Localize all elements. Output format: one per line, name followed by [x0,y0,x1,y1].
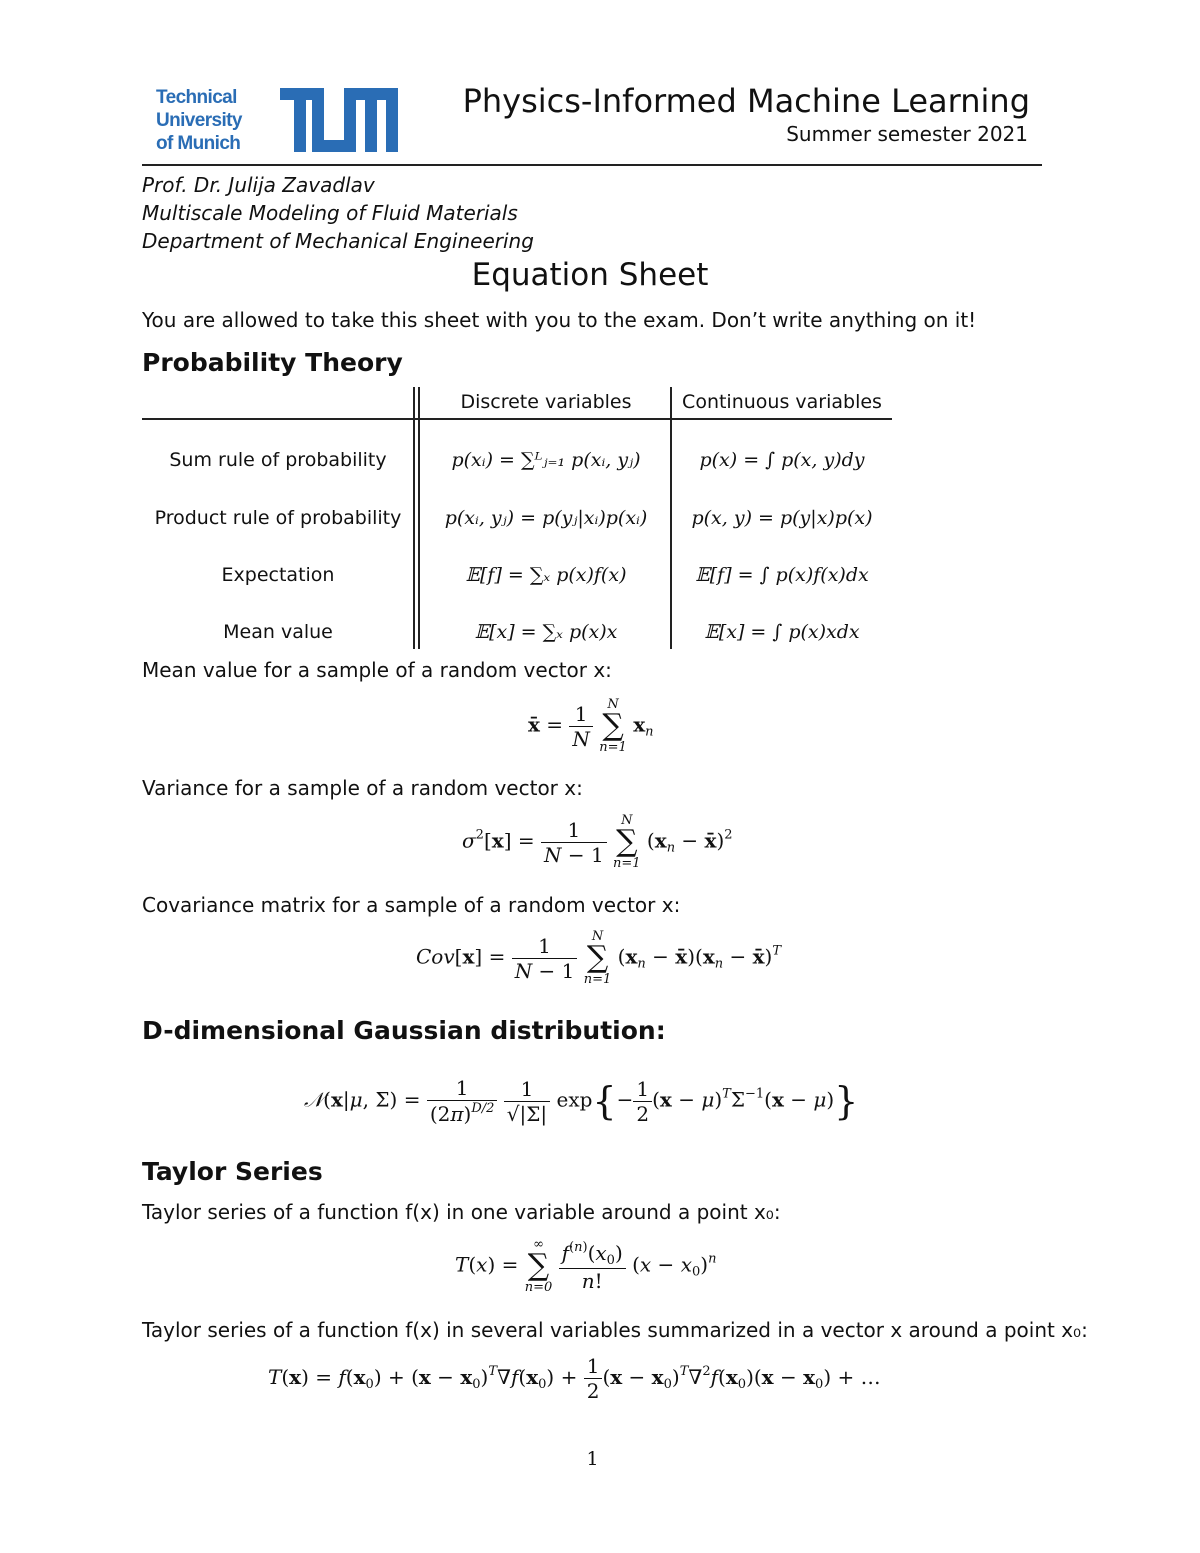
mean-description: Mean value for a sample of a random vector x: [142,658,612,682]
formula-cell: p(xᵢ, yⱼ) = p(yⱼ|xᵢ)p(xᵢ) [444,507,648,529]
section-heading-taylor: Taylor Series [142,1157,323,1186]
professor-name: Prof. Dr. Julija Zavadlav [142,173,375,197]
professor-info [142,171,534,255]
gaussian-equation: 𝒩(x|μ, Σ) = $\frac{1}{(2\pi)^{D/2}}$ $\frac{1}{√|\Sigma|}$ exp{− $\frac{1}{2}$ $(x - \mu)^T\Sigma^{-1}(x - \mu)$} [304,1076,859,1126]
formula-cell: 𝔼[x] = ∑ₓ p(x)x [474,621,618,643]
page-number: 1 [586,1448,599,1470]
formula-cell: p(x) = ∫ p(x, y)dy [699,449,865,471]
tum-logo-icon [280,88,398,152]
formula-cell: 𝔼[f] = ∑ₓ p(x)f(x) [465,564,627,586]
sheet-title: Equation Sheet [471,257,709,293]
mean-equation: x̄ = $\frac{1}{N}$ N ∑ n=1 $x_n$ [528,697,654,755]
formula-cell: 𝔼[x] = ∫ p(x)xdx [704,621,860,643]
variance-description: Variance for a sample of a random vector x: [142,776,583,800]
formula-cell: 𝔼[f] = ∫ p(x)f(x)dx [695,564,869,586]
header-rule [142,164,1042,166]
university-logo-text [156,86,266,155]
course-title: Physics-Informed Machine Learning [462,82,1030,120]
research-group: Multiscale Modeling of Fluid Materials [142,201,518,225]
course-semester: Summer semester 2021 [786,122,1028,146]
taylor-multi-variable-equation: $T(x) = f(x_0) + (x - x_0)^T\nabla f(x_0)$ + $\frac{1}{2}$ $(x - x_0)^T\nabla^2f(x_0)(x - x_0)$ + … [268,1354,881,1403]
taylor-multi-variable-description: Taylor series of a function f(x) in several variables summarized in a vector x around a point x₀: [142,1318,1088,1342]
instruction-text: You are allowed to take this sheet with you to the exam. Don’t write anything on it! [142,308,977,332]
formula-cell: p(x, y) = p(y|x)p(x) [691,507,873,529]
table-divider [418,387,420,649]
column-header-continuous: Continuous variables [682,391,882,413]
section-heading-gaussian: D-dimensional Gaussian distribution: [142,1016,666,1045]
column-header-discrete: Discrete variables [460,391,632,413]
covariance-description: Covariance matrix for a sample of a random vector x: [142,893,681,917]
row-label: Product rule of probability [154,507,402,529]
logo-line: Technical [156,87,237,108]
department: Department of Mechanical Engineering [142,229,534,253]
section-heading-probability: Probability Theory [142,348,403,377]
taylor-one-variable-description: Taylor series of a function f(x) in one variable around a point x₀: [142,1200,781,1224]
row-label: Expectation [221,564,335,586]
row-label: Mean value [223,621,333,643]
probability-table [142,387,892,649]
logo-line: University [156,110,242,131]
covariance-equation: Cov[x] = $\frac{1}{N - 1}$ N ∑ n=1 ($x_n$ − $x̄)(x_n$ − x̄)$^T$ [416,929,782,987]
variance-equation: $\sigma^2[x]$ = $\frac{1}{N - 1}$ N ∑ n=1 ($x_n$ − x̄)$^2$ [462,813,733,871]
taylor-one-variable-equation: T(x) = ∞ ∑ n=0 $\frac{f^{(n)}(x_0)}{n!}$ $(x - x_0)^n$ [455,1237,717,1295]
row-label: Sum rule of probability [169,449,387,471]
formula-cell: p(xᵢ) = ∑ᴸⱼ₌₁ p(xᵢ, yⱼ) [451,449,641,471]
logo-line: of Munich [156,133,241,154]
table-header-rule [142,418,892,420]
